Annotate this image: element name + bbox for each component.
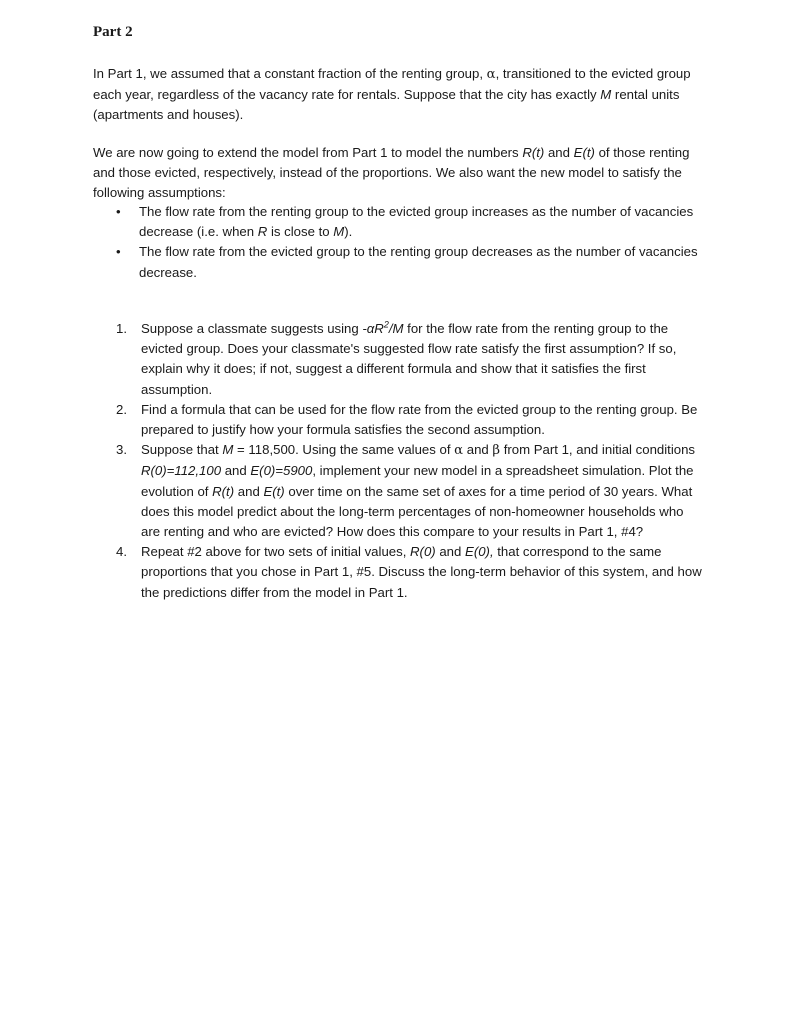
var-M: M: [333, 224, 345, 240]
text: = 118,500. Using the same values of: [233, 442, 455, 458]
text: The flow rate from the evicted group to the renting group decreases as the number of vacancies decrease.: [139, 244, 698, 280]
var-R: R: [257, 224, 268, 240]
formula: [362, 321, 403, 336]
text: and: [463, 442, 493, 458]
var-Et: E(t): [263, 483, 285, 499]
question-list: [93, 319, 705, 603]
bullet-marker: •: [116, 244, 121, 260]
question-item-4: [93, 542, 705, 603]
superscript: 2: [383, 319, 389, 330]
text: We are now going to extend the model from Part 1 to model the numbers: [93, 145, 523, 160]
formula-part: -αR: [362, 321, 384, 336]
question-number: 3.: [116, 442, 127, 458]
var-M: M: [600, 87, 612, 103]
text: that correspond to the same proportions that you chose in Part 1, #5. Discuss the long-term behavior of this system, and how the predictions differ from the model in Part 1.: [141, 544, 702, 600]
text: Repeat #2 above for two sets of initial values,: [141, 544, 411, 560]
var-Rt: R(t): [522, 145, 545, 160]
var-Et: E(t): [573, 145, 595, 160]
beta-symbol: β: [492, 443, 501, 459]
text: ).: [344, 224, 353, 240]
text: rental units (apartments and houses).: [93, 87, 680, 123]
question-number: 1.: [116, 321, 127, 336]
question-item-2: [93, 400, 705, 440]
var-M: M: [222, 442, 234, 458]
assumption-item-2: [93, 242, 705, 282]
text: of those renting and those evicted, respectively, instead of the proportions. We also want the new model to satisfy the following assumptions:: [93, 145, 690, 201]
alpha-symbol: α: [486, 67, 496, 82]
question-number: 2.: [116, 401, 127, 417]
text: from Part 1, and initial conditions: [500, 442, 696, 458]
text: and: [234, 483, 264, 499]
bullet-marker: •: [116, 204, 121, 219]
text: , transitioned to the evicted group each year, regardless of the vacancy rate for rentals. Suppose that the city has exactly: [93, 66, 691, 103]
question-number: 4.: [116, 544, 127, 560]
var-E0: E(0),: [465, 544, 494, 560]
text: Suppose that: [141, 442, 223, 458]
assumption-list: [93, 202, 705, 283]
text: over time on the same set of axes for a time period of 30 years. What does this model predict about the long-term percentages of non-homeowner households who are renting and who are evicted? How does this compare to your results in Part 1, #4?: [141, 483, 693, 540]
alpha-symbol: α: [454, 443, 464, 459]
section-heading: Part 2: [93, 24, 133, 40]
text: and: [435, 544, 466, 560]
intro-paragraph-1: [93, 64, 705, 126]
text: In Part 1, we assumed that a constant fraction of the renting group,: [93, 66, 487, 81]
text: The flow rate from the renting group to the evicted group increases as the number of vacancies decrease (i.e. when: [139, 204, 694, 240]
text: , implement your new model in a spreadsheet simulation. Plot the evolution of: [141, 463, 694, 499]
text: and: [221, 463, 251, 479]
var-Rt: R(t): [212, 483, 235, 499]
text: Suppose a classmate suggests using: [141, 321, 363, 336]
text: is close to: [267, 224, 334, 240]
var-R0: R(0): [410, 544, 436, 560]
question-item-3: [93, 440, 705, 542]
text: Find a formula that can be used for the flow rate from the evicted group to the renting group. Be prepared to justify how your formula satisfies the second assumption.: [141, 401, 698, 438]
initial-E: E(0)=5900: [250, 463, 313, 479]
initial-R: R(0)=112,100: [141, 463, 222, 479]
intro-paragraph-2: [93, 143, 705, 204]
text: and: [544, 145, 574, 160]
question-item-1: [93, 319, 705, 400]
formula-part: /M: [388, 321, 404, 336]
text: for the flow rate from the renting group to the evicted group. Does your classmate's suggested flow rate satisfy the first assumption? If so, explain why it does; if not, suggest a different formula and show that it satisfies the first assumption.: [141, 321, 677, 397]
assumption-item-1: [93, 202, 705, 242]
